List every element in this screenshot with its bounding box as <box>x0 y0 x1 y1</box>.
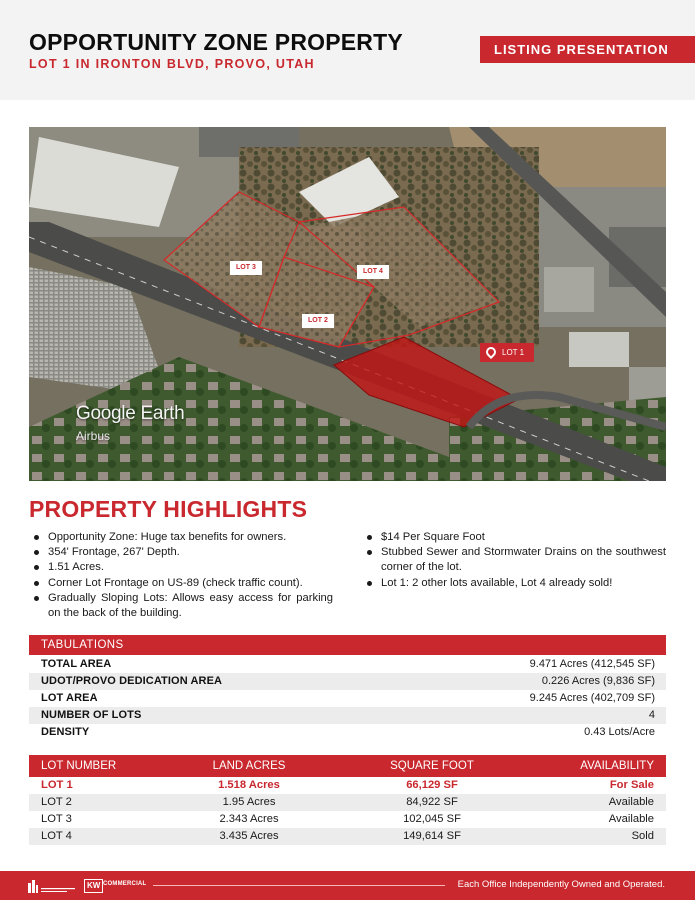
tabulations-heading: TABULATIONS <box>29 635 666 655</box>
tab-label: NUMBER OF LOTS <box>41 709 142 721</box>
table-row <box>29 673 666 690</box>
footer-disclaimer: Each Office Independently Owned and Operated. <box>457 879 665 890</box>
tab-label: UDOT/PROVO DEDICATION AREA <box>41 675 223 687</box>
table-row <box>29 794 666 811</box>
table-cell: Available <box>608 796 654 808</box>
listing-presentation-button[interactable]: LISTING PRESENTATION <box>480 36 695 63</box>
table-cell: 149,614 SF <box>403 830 461 842</box>
table-row <box>29 690 666 707</box>
highlights-list-right <box>363 530 666 591</box>
column-header: LOT NUMBER <box>41 760 117 772</box>
lot-2-label: LOT 2 <box>302 314 334 328</box>
list-item: 1.51 Acres. <box>30 560 333 575</box>
table-row <box>29 724 666 741</box>
tab-label: DENSITY <box>41 726 90 738</box>
list-item: Opportunity Zone: Huge tax benefits for owners. <box>30 530 333 545</box>
page-header <box>0 0 695 100</box>
tab-label: TOTAL AREA <box>41 658 112 670</box>
table-row <box>29 707 666 724</box>
table-row <box>29 777 666 794</box>
table-cell: LOT 3 <box>41 813 72 825</box>
brokerage-logo-icon <box>28 879 76 893</box>
table-row <box>29 811 666 828</box>
column-header: AVAILABILITY <box>580 760 654 772</box>
list-item: Stubbed Sewer and Stormwater Drains on the southwest corner of the lot. <box>363 545 666 575</box>
table-cell: 66,129 SF <box>406 779 458 791</box>
tab-label: LOT AREA <box>41 692 98 704</box>
lot-1-marker[interactable] <box>480 343 534 362</box>
page-footer <box>0 871 695 900</box>
lots-table-header <box>29 755 666 777</box>
aerial-map <box>29 127 666 481</box>
lot-3-label: LOT 3 <box>230 261 262 275</box>
table-cell: LOT 1 <box>41 779 73 791</box>
tab-value: 0.43 Lots/Acre <box>584 726 655 738</box>
table-cell: 1.95 Acres <box>222 796 276 808</box>
table-cell: For Sale <box>609 779 654 791</box>
table-cell: Sold <box>631 830 654 842</box>
table-cell: LOT 2 <box>41 796 72 808</box>
map-pin-icon <box>484 345 498 359</box>
table-cell: 102,045 SF <box>403 813 461 825</box>
list-item: 354' Frontage, 267' Depth. <box>30 545 333 560</box>
table-cell: LOT 4 <box>41 830 72 842</box>
property-address: LOT 1 IN IRONTON BLVD, PROVO, UTAH <box>29 57 315 71</box>
aerial-photo <box>29 127 666 481</box>
tab-value: 0.226 Acres (9,836 SF) <box>541 675 655 687</box>
list-item: Lot 1: 2 other lots available, Lot 4 already sold! <box>363 576 666 591</box>
table-row <box>29 656 666 673</box>
lot-4-label: LOT 4 <box>357 265 389 279</box>
footer-divider <box>153 885 445 886</box>
highlights-list-left <box>30 530 333 621</box>
tab-value: 9.471 Acres (412,545 SF) <box>529 658 655 670</box>
table-cell: Available <box>608 813 654 825</box>
column-header: SQUARE FOOT <box>390 760 474 772</box>
kw-logo-icon: KW <box>84 879 103 893</box>
kw-commercial-text: COMMERCIAL <box>103 881 147 887</box>
google-earth-watermark: Google Earth <box>76 403 185 424</box>
list-item: $14 Per Square Foot <box>363 530 666 545</box>
table-row <box>29 828 666 845</box>
table-cell: 84,922 SF <box>406 796 458 808</box>
imagery-credit: Airbus <box>76 429 111 443</box>
tab-value: 4 <box>648 709 655 721</box>
column-header: LAND ACRES <box>212 760 286 772</box>
lot-1-label: LOT 1 <box>502 348 525 357</box>
page-title: OPPORTUNITY ZONE PROPERTY <box>29 29 403 55</box>
list-item: Corner Lot Frontage on US-89 (check traffic count). <box>30 576 333 591</box>
tab-value: 9.245 Acres (402,709 SF) <box>529 692 655 704</box>
table-cell: 2.343 Acres <box>219 813 279 825</box>
table-cell: 1.518 Acres <box>218 779 280 791</box>
highlights-heading: PROPERTY HIGHLIGHTS <box>29 496 308 522</box>
list-item: Gradually Sloping Lots: Allows easy access for parking on the back of the building. <box>30 591 333 621</box>
table-cell: 3.435 Acres <box>219 830 279 842</box>
